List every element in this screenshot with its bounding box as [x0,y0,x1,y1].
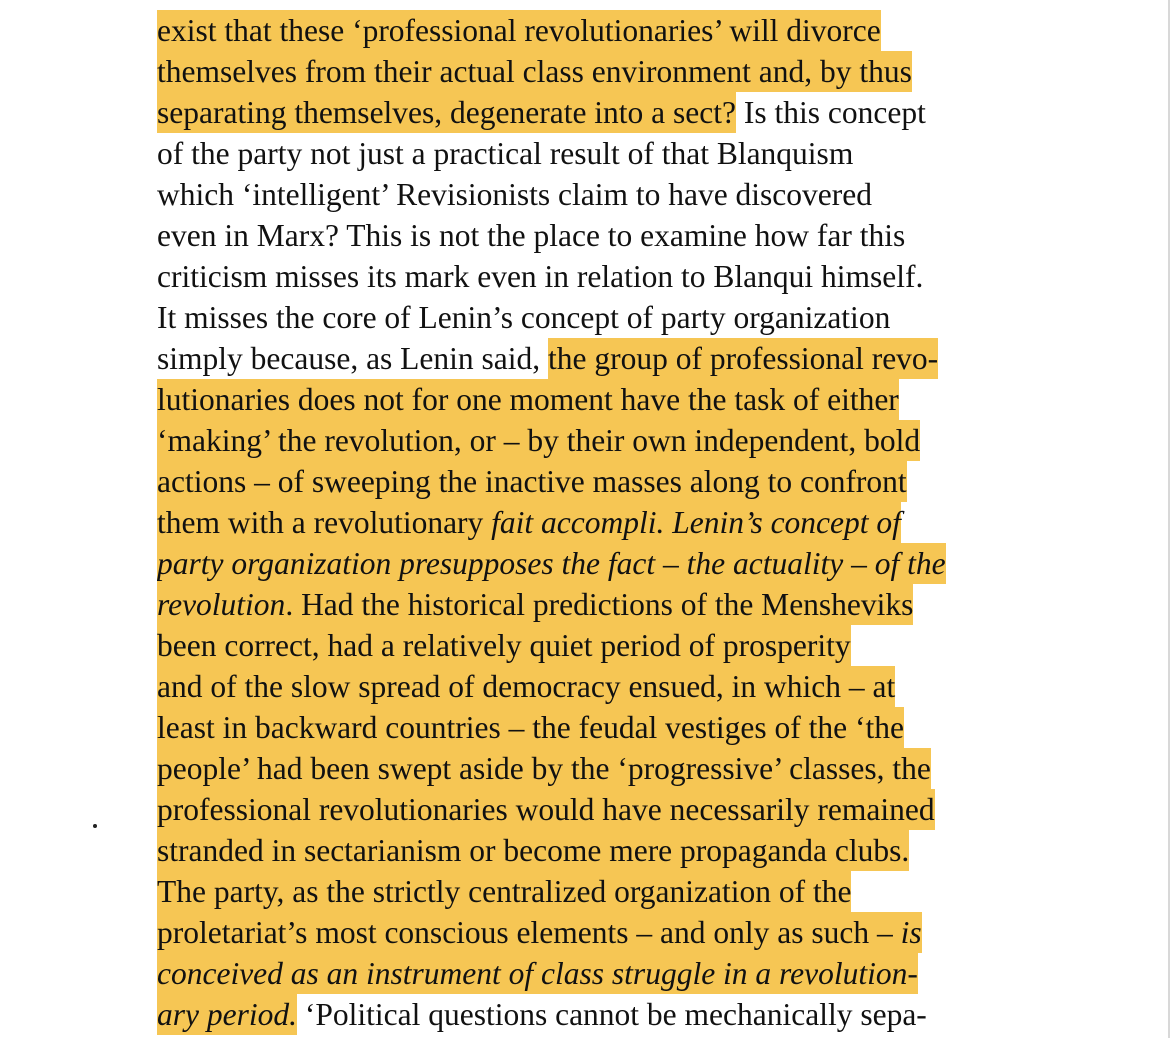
text-line [157,502,1023,543]
highlighted-text: and of the slow spread of democracy ensued, in which – at [157,666,895,707]
text-line [157,748,1023,789]
highlighted-text: The party, as the strictly centralized organization of the [157,871,851,912]
highlighted-text: least in backward countries – the feudal vestiges of the ‘the [157,707,904,748]
text-segment: It misses the core of Lenin’s concept of party organization [157,300,891,335]
highlighted-text: lutionaries does not for one moment have the task of either [157,379,899,420]
text-line [157,10,1023,51]
highlighted-text-passage [157,10,1023,1035]
text-line [157,953,1023,994]
text-line [157,543,1023,584]
highlighted-text: revolution [157,584,285,625]
text-segment: simply because, as Lenin said, [157,341,549,376]
text-segment: even in Marx? This is not the place to examine how far this [157,218,906,253]
text-line [157,174,1023,215]
highlighted-text: actions – of sweeping the inactive masses along to confront [157,461,907,502]
stray-mark [93,824,97,828]
highlighted-text: stranded in sectarianism or become mere propaganda clubs. [157,830,909,871]
highlighted-text: professional revolutionaries would have necessarily remained [157,789,935,830]
highlighted-text: party organization presupposes the fact – the actuality – of the [157,543,946,584]
text-line [157,256,1023,297]
text-line [157,92,1023,133]
text-line [157,871,1023,912]
text-line [157,666,1023,707]
text-line [157,51,1023,92]
highlighted-text: ary period. [157,994,297,1035]
text-line [157,461,1023,502]
highlighted-text: exist that these ‘professional revolutionaries’ will divorce [157,10,881,51]
text-line [157,912,1023,953]
text-line [157,420,1023,461]
highlighted-text: . Had the historical predictions of the Mensheviks [285,584,913,625]
highlighted-text: fait accompli. Lenin’s concept of [491,502,901,543]
text-line [157,379,1023,420]
text-line [157,789,1023,830]
text-segment: Is this concept [736,95,926,130]
highlighted-text: been correct, had a relatively quiet period of prosperity [157,625,851,666]
highlighted-text: is [901,912,922,953]
highlighted-text: the group of professional revo- [548,338,938,379]
highlighted-text: proletariat’s most conscious elements – and only as such – [157,912,901,953]
text-line [157,215,1023,256]
text-line [157,830,1023,871]
text-segment: which ‘intelligent’ Revisionists claim to have discovered [157,177,872,212]
text-line [157,584,1023,625]
highlighted-text: people’ had been swept aside by the ‘progressive’ classes, the [157,748,931,789]
text-line [157,994,1023,1035]
text-line [157,625,1023,666]
text-segment: of the party not just a practical result of that Blanquism [157,136,854,171]
text-line [157,133,1023,174]
text-line [157,707,1023,748]
highlighted-text: separating themselves, degenerate into a sect? [157,92,736,133]
highlighted-text: conceived as an instrument of class struggle in a revolution- [157,953,918,994]
text-segment: ‘Political questions cannot be mechanically sepa- [296,997,927,1032]
highlighted-text: ‘making’ the revolution, or – by their own independent, bold [157,420,920,461]
text-line [157,338,1023,379]
text-segment: criticism misses its mark even in relation to Blanqui himself. [157,259,924,294]
text-line [157,297,1023,338]
highlighted-text: themselves from their actual class environment and, by thus [157,51,912,92]
highlighted-text: them with a revolutionary [157,502,491,543]
